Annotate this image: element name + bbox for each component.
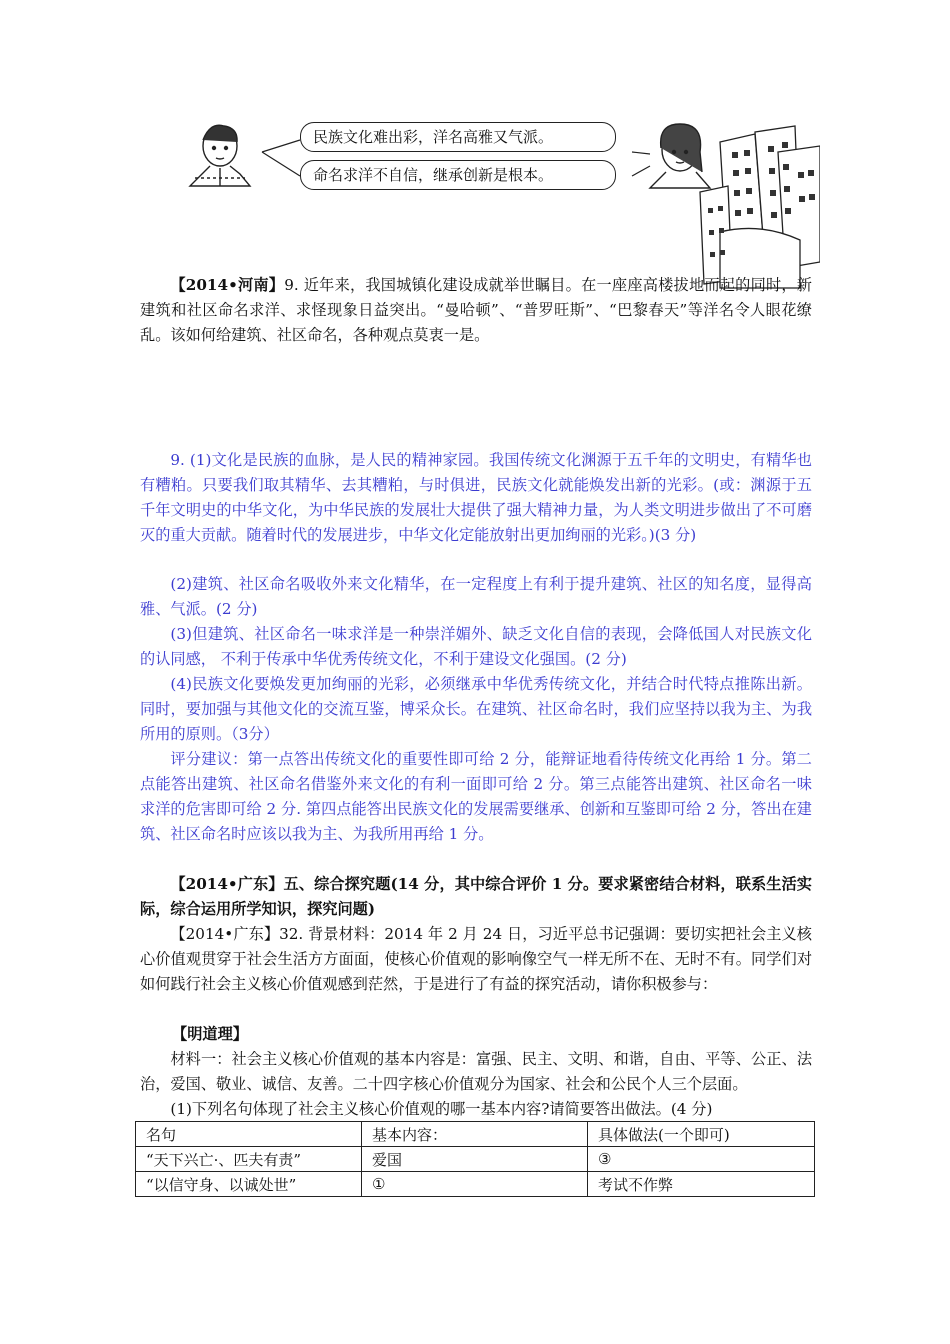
table-header-cell: 名句 xyxy=(136,1122,362,1147)
table-row xyxy=(136,1147,815,1172)
answer-part-3: (3)但建筑、社区命名一味求洋是一种崇洋媚外、缺乏文化自信的表现，会降低国人对民族文化的认同感， 不利于传承中华优秀传统文化，不利于建设文化强国。(2 分) xyxy=(140,625,812,668)
table-cell: 考试不作弊 xyxy=(588,1172,815,1197)
guangdong-q32: 【2014•广东】32. 背景材料：2014 年 2 月 24 日，习近平总书记强调：要切实把社会主义核心价值观贯穿于社会生活方方面面，使核心价值观的影响像空气一样无所不在、无时不有。同学们对如何践行社会主义核心价值观感到茫然，于是进行了有益的探究活动，请你积极参与： xyxy=(140,925,812,993)
table-cell: “以信守身、以诚处世” xyxy=(136,1172,362,1197)
table-cell: ③ xyxy=(588,1147,815,1172)
speech-bubble-top: 民族文化难出彩，洋名高雅又气派。 xyxy=(300,122,616,152)
table-cell: “天下兴亡·、匹夫有责” xyxy=(136,1147,362,1172)
answer-part-4: (4)民族文化要焕发更加绚丽的光彩，必须继承中华优秀传统文化，并结合时代特点推陈出新。同时，要加强与其他文化的交流互鉴，博采众长。在建筑、社区命名时，我们应坚持以我为主、为我所用的原则。（3分） xyxy=(140,675,812,743)
henan-question-text: 9. 近年来，我国城镇化建设成就举世瞩目。在一座座高楼拔地而起的同时，新建筑和社区命名求洋、求怪现象日益突出。“曼哈顿”、“普罗旺斯”、“巴黎春天”等洋名令人眼花缭乱。该如何给建筑、社区命名，各种观点莫衷一是。 xyxy=(140,276,812,344)
sub-question-1: (1)下列名句体现了社会主义核心价值观的哪一基本内容?请简要答出做法。(4 分) xyxy=(170,1100,713,1118)
material-one: 材料一：社会主义核心价值观的基本内容是：富强、民主、文明、和谐，自由、平等、公正、法治，爱国、敬业、诚信、友善。二十四字核心价值观分为国家、社会和公民个人三个层面。 xyxy=(140,1050,812,1093)
table-header-cell: 基本内容： xyxy=(362,1122,588,1147)
answer-part-1: 9. (1)文化是民族的血脉，是人民的精神家园。我国传统文化渊源于五千年的文明史，有精华也有糟粕。只要我们取其精华、去其糟粕，与时俱进，民族文化就能焕发出新的光彩。(或：渊源于五千年文明史的中华文化，为中华民族的发展壮大提供了强大精神力量，为人类文明进步做出了不可磨灭的重大贡献。随着时代的发展进步，中华文化定能放射出更加绚丽的光彩。)(3 分) xyxy=(140,451,812,544)
answer-table xyxy=(135,1121,815,1197)
speech-bubble-bottom: 命名求洋不自信，继承创新是根本。 xyxy=(300,160,616,190)
cartoon-illustration xyxy=(180,112,820,290)
guangdong-section-title: 【2014•广东】五、综合探究题(14 分，其中综合评价 1 分。要求紧密结合材料，联系生活实际，综合运用所学知识，探究问题) xyxy=(140,875,812,918)
table-row xyxy=(136,1172,815,1197)
section-heading-mingdaoli: 【明道理】 xyxy=(172,1025,248,1043)
table-cell: ① xyxy=(362,1172,588,1197)
scoring-suggestion: 评分建议：第一点答出传统文化的重要性即可给 2 分，能辩证地看待传统文化再给 1 分。第二点能答出建筑、社区命名借鉴外来文化的有利一面即可给 2 分。第三点能答出建筑、社区命名一味求洋的危害即可给 2 分. 第四点能答出民族文化的发展需要继承、创新和互鉴即可给 2 分，答出在建筑、社区命名时应该以我为主、为我所用再给 1 分。 xyxy=(140,750,812,843)
table-header-cell: 具体做法(一个即可) xyxy=(588,1122,815,1147)
table-header-row xyxy=(136,1122,815,1147)
henan-tag: 【2014•河南】 xyxy=(170,276,285,294)
henan-question xyxy=(140,273,812,348)
answer-part-2: (2)建筑、社区命名吸收外来文化精华，在一定程度上有利于提升建筑、社区的知名度，显得高雅、气派。(2 分) xyxy=(140,575,812,618)
table-cell: 爱国 xyxy=(362,1147,588,1172)
